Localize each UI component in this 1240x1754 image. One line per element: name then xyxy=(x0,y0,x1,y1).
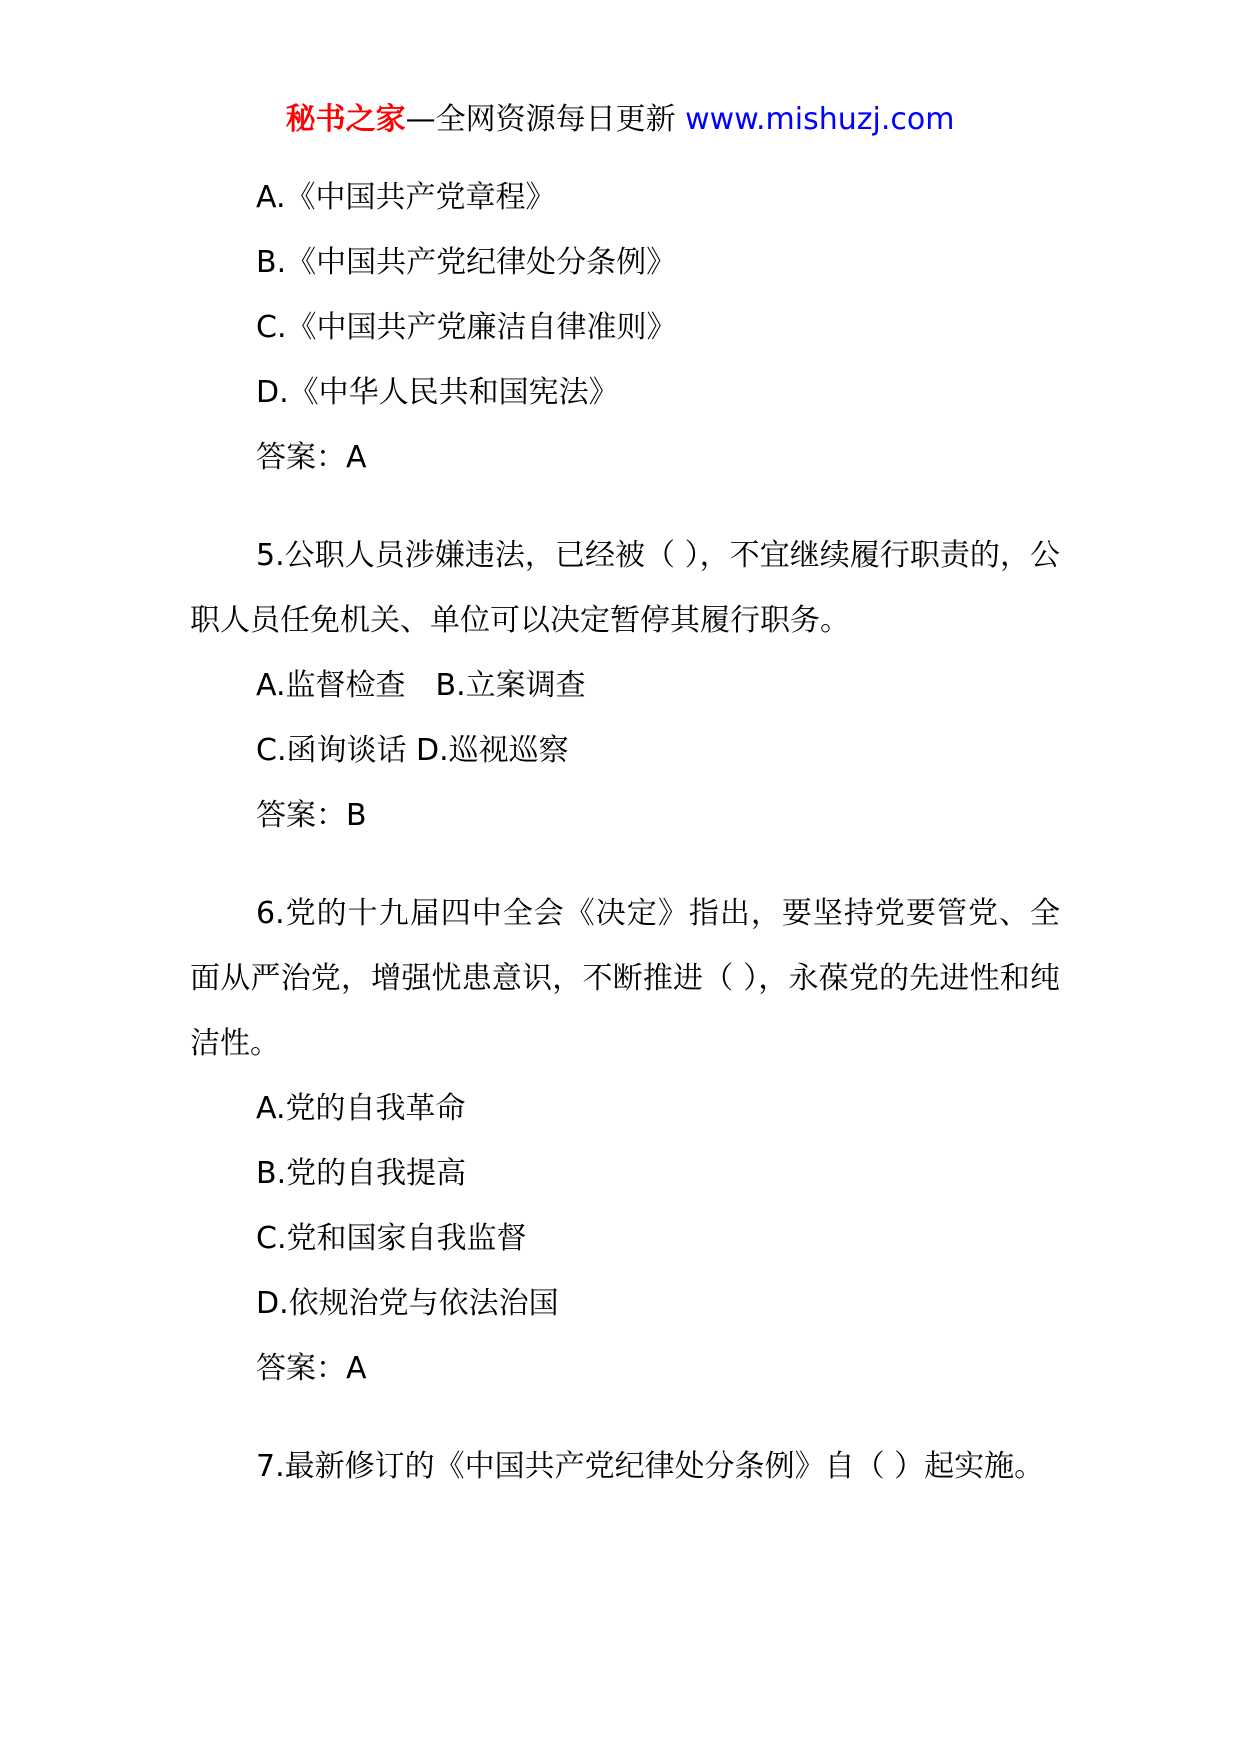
q4-option-b: B.《中国共产党纪律处分条例》 xyxy=(256,245,677,280)
q6-option-c: C.党和国家自我监督 xyxy=(256,1221,527,1256)
header-tagline: —全网资源每日更新 xyxy=(405,102,676,137)
spacer xyxy=(190,1401,1060,1434)
q4-option-d: D.《中华人民共和国宪法》 xyxy=(256,375,619,410)
q6-option-d: D.依规治党与依法治国 xyxy=(256,1286,559,1321)
q6-option-b: B.党的自我提高 xyxy=(256,1156,467,1191)
q6-stem: 6.党的十九届四中全会《决定》指出，要坚持党要管党、全面从严治党，增强忧患意识，不断推进（ ），永葆党的先进性和纯洁性。 xyxy=(190,896,1060,1061)
site-url-link[interactable]: www.mishuzj.com xyxy=(685,102,955,137)
q5-options-row-2: C.函询谈话 D.巡视巡察 xyxy=(256,733,569,768)
spacer xyxy=(190,490,1060,523)
brand-name: 秘书之家 xyxy=(285,102,406,137)
q6-option-a: A.党的自我革命 xyxy=(256,1091,466,1126)
q5-answer: 答案：B xyxy=(256,798,367,833)
q4-option-a: A.《中国共产党章程》 xyxy=(256,180,556,215)
q6-answer: 答案：A xyxy=(256,1351,367,1386)
q4-answer: 答案：A xyxy=(256,440,367,475)
q4-option-c: C.《中国共产党廉洁自律准则》 xyxy=(256,310,677,345)
q7-stem: 7.最新修订的《中国共产党纪律处分条例》自（ ）起实施。 xyxy=(256,1449,1045,1484)
document-body xyxy=(190,165,1060,1499)
q5-stem: 5.公职人员涉嫌违法，已经被（ ），不宜继续履行职责的，公职人员任免机关、单位可以决定暂停其履行职务。 xyxy=(190,538,1060,638)
q5-options-row-1: A.监督检查 B.立案调查 xyxy=(256,668,586,703)
spacer xyxy=(190,848,1060,881)
page-header xyxy=(0,98,1240,142)
